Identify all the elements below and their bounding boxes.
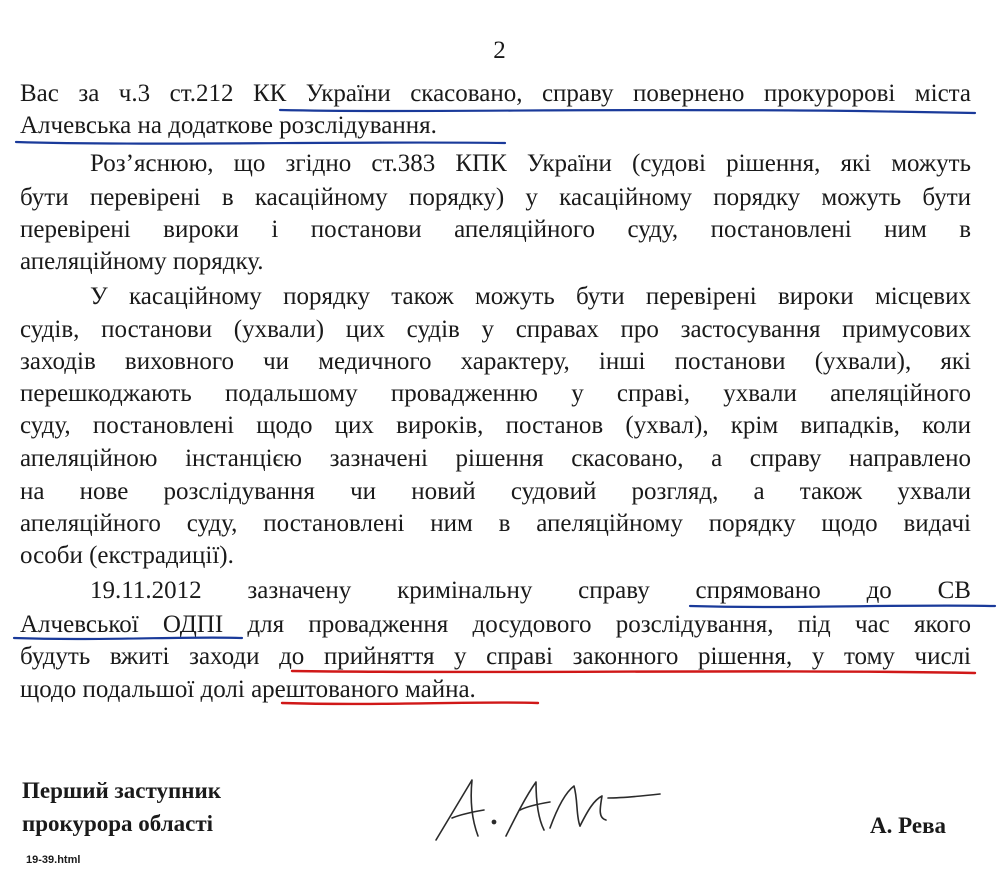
text-line: Алчевської ОДПІ для провадження досудового розслідування, під час якого bbox=[20, 611, 971, 638]
text-line: 19.11.2012 зазначену кримінальну справу спрямовано до СВ bbox=[90, 577, 971, 604]
signatory-title-line1: Перший заступник bbox=[22, 778, 222, 803]
text-line: суду, постановлені щодо цих вироків, постанов (ухвал), крім випадків, коли bbox=[20, 412, 971, 439]
text-line: апеляційною інстанцією зазначені рішення скасовано, а справу направлено bbox=[20, 445, 971, 472]
text-line: У касаційному порядку також можуть бути перевірені вироки місцевих bbox=[90, 283, 971, 310]
text-line: Роз’яснюю, що згідно ст.383 КПК України (судові рішення, які можуть bbox=[90, 150, 971, 177]
text-line: бути перевірені в касаційному порядку) у касаційному порядку можуть бути bbox=[20, 184, 971, 211]
page-number: 2 bbox=[493, 37, 506, 64]
text-line: на нове розслідування чи новий судовий розгляд, а також ухвали bbox=[20, 478, 971, 505]
text-line: особи (екстрадиції). bbox=[20, 542, 234, 569]
text-line: апеляційного суду, постановлені ним в апеляційному порядку щодо видачі bbox=[20, 510, 971, 537]
text-line: судів, постанови (ухвали) цих судів у справах про застосування примусових bbox=[20, 316, 971, 343]
signatory-name: А. Рева bbox=[870, 813, 946, 838]
footer-filename: 19-39.html bbox=[26, 854, 81, 866]
signatory-title-line2: прокурора області bbox=[22, 811, 214, 836]
text-line: щодо подальшої долі арештованого майна. bbox=[20, 676, 476, 703]
text-line: Алчевська на додаткове розслідування. bbox=[20, 112, 437, 139]
text-line: апеляційному порядку. bbox=[20, 248, 264, 275]
blue-underline bbox=[16, 142, 505, 144]
text-line: будуть вжиті заходи до прийняття у справі законного рішення, у тому числі bbox=[20, 643, 971, 670]
text-line: перевірені вироки і постанови апеляційного суду, постановлені ним в bbox=[20, 216, 971, 243]
handwritten-signature bbox=[428, 770, 668, 850]
text-line: Вас за ч.3 ст.212 КК України скасовано, справу повернено прокуророві міста bbox=[20, 80, 971, 107]
text-line: перешкоджають подальшому провадженню у справі, ухвали апеляційного bbox=[20, 380, 971, 407]
text-line: заходів виховного чи медичного характеру, інші постанови (ухвали), які bbox=[20, 348, 971, 375]
